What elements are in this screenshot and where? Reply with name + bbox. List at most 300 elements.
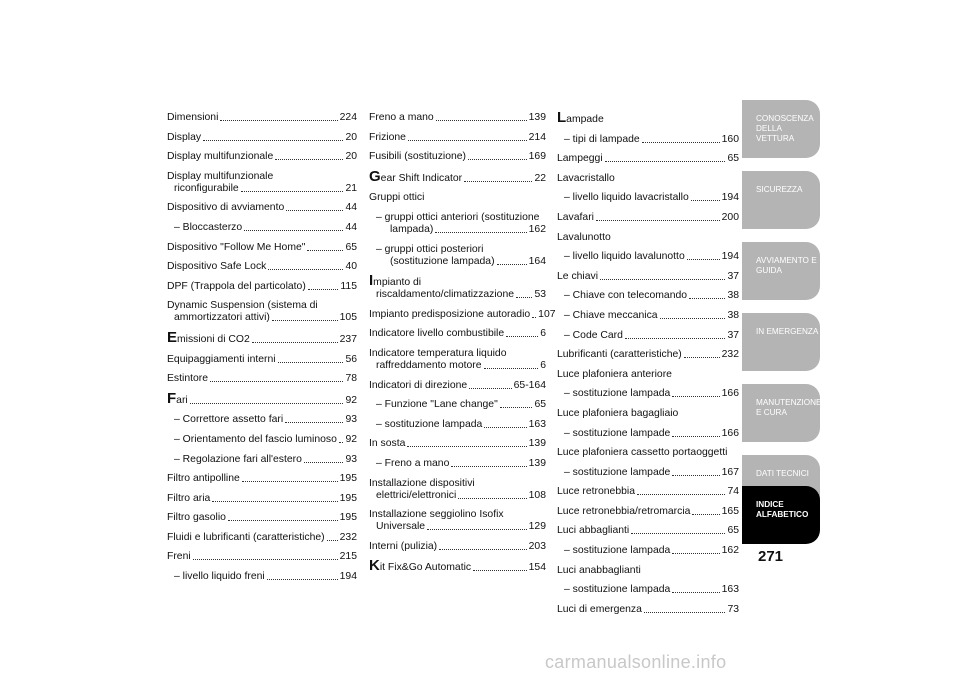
page-ref: 163 — [528, 418, 546, 430]
index-entry[interactable] — [369, 399, 546, 411]
index-entry[interactable] — [369, 348, 546, 372]
index-entry[interactable] — [557, 212, 739, 224]
page-ref: 169 — [528, 151, 546, 163]
dot-leader — [212, 501, 337, 502]
dot-leader — [242, 481, 338, 482]
index-entry-title: Dimensioni — [167, 112, 219, 123]
index-entry[interactable] — [167, 132, 357, 144]
tab-label: AVVIAMENTO E GUIDA — [756, 256, 817, 275]
tab-indice-alfabetico[interactable] — [742, 486, 820, 544]
page-ref: 44 — [345, 221, 357, 233]
dot-leader — [408, 140, 527, 141]
dot-leader — [684, 357, 720, 358]
page-ref: 65 — [345, 241, 357, 253]
index-entry-title: – livello liquido lavacristallo — [564, 192, 689, 204]
page-ref: 6 — [540, 328, 546, 340]
index-entry-title: – livello liquido freni — [174, 571, 265, 583]
index-entry-title: Installazione seggiolino Isofix — [369, 509, 504, 521]
dot-leader — [278, 362, 344, 363]
index-entry-title: – gruppi ottici posteriori — [376, 243, 484, 255]
tab-manutenzione-e-cura[interactable] — [742, 384, 820, 442]
dot-leader — [252, 342, 338, 343]
dot-leader — [484, 368, 539, 369]
tab-label: DATI TECNICI — [756, 469, 809, 478]
index-entry[interactable] — [369, 151, 546, 163]
index-entry-title-cont: elettrici/elettronici — [376, 489, 457, 501]
dot-leader — [436, 120, 527, 121]
tab-label: SICUREZZA — [756, 185, 803, 194]
dot-leader — [672, 396, 719, 397]
index-entry[interactable] — [369, 541, 546, 553]
index-entry-continuation — [369, 256, 546, 268]
index-entry-title: Luce plafoniera bagagliaio — [557, 407, 679, 419]
index-entry-title: Estintore — [167, 373, 209, 385]
page-ref: 194 — [721, 192, 739, 204]
dot-leader — [497, 264, 527, 265]
dot-leader — [672, 553, 719, 554]
index-entry-title: Display — [167, 131, 202, 143]
page-ref: 108 — [528, 489, 546, 501]
index-entry-title: Luce plafoniera cassetto portaoggetti — [557, 447, 728, 459]
index-entry[interactable] — [369, 458, 546, 470]
page-ref: 115 — [340, 280, 357, 292]
index-entry-continuation — [369, 490, 546, 502]
index-entry-title: Filtro aria — [167, 492, 211, 504]
index-entry[interactable] — [557, 271, 739, 283]
index-entry-title-cont: raffreddamento motore — [376, 359, 482, 371]
index-entry-title: Display multifunzionale — [167, 170, 274, 182]
dot-leader — [689, 298, 725, 299]
index-entry-continuation — [369, 360, 546, 372]
page-ref: 20 — [345, 131, 357, 143]
initial-letter: F — [167, 389, 177, 407]
index-entry[interactable] — [557, 330, 739, 342]
page-ref: 164 — [528, 255, 546, 267]
page-ref: 194 — [721, 251, 739, 263]
dot-leader — [308, 289, 339, 290]
index-entry[interactable] — [369, 380, 546, 392]
index-entry-continuation — [167, 183, 357, 195]
index-entry[interactable] — [167, 473, 357, 485]
index-column-3 — [557, 109, 739, 623]
page-ref: 53 — [534, 289, 546, 301]
index-entry-title: Installazione dispositivi — [369, 477, 475, 489]
index-entry-title: Lampade — [557, 109, 604, 126]
tab-in-emergenza[interactable] — [742, 313, 820, 371]
index-entry-title: Impianto di — [369, 272, 422, 290]
index-entry-title: Lampeggi — [557, 153, 603, 165]
dot-leader — [600, 279, 725, 280]
index-entry[interactable] — [557, 251, 739, 263]
index-entry[interactable] — [557, 134, 739, 146]
index-entry-title: – sostituzione lampade — [564, 466, 671, 478]
index-entry-title-cont: Universale — [376, 521, 426, 533]
page-ref: 65 — [727, 525, 739, 537]
dot-leader — [468, 159, 527, 160]
dot-leader — [637, 494, 725, 495]
page-ref: 73 — [727, 603, 739, 615]
dot-leader — [660, 318, 726, 319]
section-tabs — [742, 100, 820, 545]
dot-leader — [244, 230, 343, 231]
page-ref: 44 — [345, 202, 357, 214]
page-ref: 139 — [528, 112, 546, 123]
index-entry[interactable] — [167, 261, 357, 273]
index-entry-title-cont: riscaldamento/climatizzazione — [376, 289, 515, 301]
page-ref: 194 — [339, 571, 357, 583]
dot-leader — [506, 336, 538, 337]
page-ref: 167 — [721, 466, 739, 478]
tab-label: CONOSCENZA DELLA VETTURA — [756, 114, 814, 143]
index-entry-title: Gruppi ottici — [369, 192, 425, 204]
index-entry-title: Le chiavi — [557, 270, 599, 282]
index-entry-title: Emissioni di CO2 — [167, 328, 250, 346]
page-ref: 129 — [528, 521, 546, 533]
index-entry-title: – sostituzione lampada — [564, 388, 671, 400]
index-entry[interactable] — [167, 434, 357, 446]
index-entry-title: Lavafari — [557, 211, 594, 223]
page-ref: 22 — [534, 172, 546, 184]
page-ref: 162 — [528, 223, 546, 235]
index-entry-title: Indicatore livello combustibile — [369, 328, 505, 340]
index-entry-title: Equipaggiamenti interni — [167, 353, 276, 365]
index-entry[interactable] — [557, 584, 739, 596]
index-entry[interactable] — [167, 414, 357, 426]
dot-leader — [458, 498, 526, 499]
page-ref: 65-164 — [513, 379, 546, 391]
dot-leader — [190, 403, 344, 404]
index-entry[interactable] — [557, 525, 739, 537]
page-ref: 166 — [721, 427, 739, 439]
page-ref: 20 — [345, 151, 357, 163]
index-entry[interactable] — [167, 571, 357, 583]
initial-letter: G — [369, 167, 381, 185]
page-ref: 38 — [727, 290, 739, 302]
index-entry-title: Filtro antipolline — [167, 473, 240, 485]
index-entry[interactable] — [167, 151, 357, 163]
page-ref: 195 — [339, 512, 357, 524]
index-entry[interactable] — [167, 532, 357, 544]
index-entry-title: Interni (pulizia) — [369, 540, 438, 552]
dot-leader — [625, 338, 726, 339]
dot-leader — [193, 559, 338, 560]
index-entry-title: Impianto predisposizione autoradio — [369, 308, 531, 320]
page-ref: 105 — [339, 312, 357, 324]
dot-leader — [327, 540, 338, 541]
dot-leader — [500, 407, 533, 408]
index-entry-title: – livello liquido lavalunotto — [564, 251, 685, 263]
index-entry-title: Luce retronebbia — [557, 486, 635, 498]
index-entry-continuation — [167, 312, 357, 324]
dot-leader — [473, 570, 527, 571]
dot-leader — [516, 297, 532, 298]
initial-letter: L — [557, 109, 567, 126]
index-entry-title: Lavacristallo — [557, 172, 615, 184]
dot-leader — [339, 442, 344, 443]
dot-leader — [692, 514, 719, 515]
index-entry-title: In sosta — [369, 438, 406, 450]
index-entry[interactable] — [369, 132, 546, 144]
index-entry-title: Dispositivo di avviamento — [167, 202, 285, 214]
index-entry[interactable] — [167, 171, 357, 195]
page-ref: 56 — [345, 353, 357, 365]
page-ref: 224 — [339, 112, 357, 123]
tab-sicurezza[interactable] — [742, 171, 820, 229]
index-entry-title: – tipi di lampade — [564, 133, 640, 145]
page-ref: 21 — [345, 182, 357, 194]
index-entry[interactable] — [369, 419, 546, 431]
index-entry[interactable] — [167, 454, 357, 466]
page-ref: 40 — [345, 261, 357, 273]
tab-label: IN EMERGENZA — [756, 327, 819, 336]
page-ref: 93 — [345, 414, 357, 426]
dot-leader — [532, 317, 536, 318]
page-ref: 195 — [339, 473, 357, 485]
index-entry[interactable] — [557, 153, 739, 165]
index-entry[interactable] — [369, 308, 556, 321]
dot-leader — [642, 142, 720, 143]
index-entry-title: Luci di emergenza — [557, 603, 642, 615]
page-ref: 37 — [727, 329, 739, 341]
index-entry-title: Fluidi e lubrificanti (caratteristiche) — [167, 531, 325, 543]
index-heading — [557, 369, 739, 381]
initial-letter: I — [369, 272, 374, 290]
index-entry-title: – Orientamento del fascio luminoso — [174, 433, 337, 445]
tab-avviamento-e-guida[interactable] — [742, 242, 820, 300]
page-ref: 232 — [339, 531, 357, 543]
index-entry-title: – Code Card — [564, 329, 623, 341]
page-ref: 6 — [540, 359, 546, 371]
page-ref: 37 — [727, 270, 739, 282]
index-entry[interactable] — [557, 349, 739, 361]
page-ref: 38 — [727, 309, 739, 321]
index-entry-title: Dispositivo Safe Lock — [167, 261, 267, 273]
index-heading — [369, 192, 546, 204]
index-entry-title: Dynamic Suspension (sistema di — [167, 300, 318, 312]
index-entry[interactable] — [167, 389, 357, 407]
page-ref: 139 — [528, 438, 546, 450]
dot-leader — [644, 612, 726, 613]
index-entry-title: Indicatore temperatura liquido — [369, 347, 507, 359]
page-ref: 162 — [721, 545, 739, 557]
index-entry-title-cont: riconfigurabile — [174, 182, 239, 194]
dot-leader — [268, 269, 343, 270]
initial-letter: E — [167, 328, 178, 346]
dot-leader — [672, 436, 719, 437]
index-entry[interactable] — [557, 545, 739, 557]
index-entry-title: – Funzione "Lane change" — [376, 399, 498, 411]
index-entry[interactable] — [369, 212, 546, 236]
index-entry[interactable] — [557, 192, 739, 204]
page-ref: 65 — [534, 399, 546, 411]
index-entry[interactable] — [557, 467, 739, 479]
index-entry[interactable] — [369, 112, 546, 124]
index-entry-title: – sostituzione lampada — [376, 418, 483, 430]
page-ref: 214 — [528, 131, 546, 143]
index-entry-title: Dispositivo "Follow Me Home" — [167, 241, 306, 253]
index-entry[interactable] — [369, 478, 546, 502]
index-entry-title: Luci anabbaglianti — [557, 564, 641, 576]
index-entry-title: – Bloccasterzo — [174, 221, 243, 233]
index-entry[interactable] — [369, 272, 546, 301]
page-ref: 195 — [339, 492, 357, 504]
index-entry-title: Kit Fix&Go Automatic — [369, 557, 472, 575]
dot-leader — [286, 210, 343, 211]
index-entry[interactable] — [369, 167, 546, 185]
index-heading — [557, 173, 739, 185]
dot-leader — [228, 520, 338, 521]
dot-leader — [427, 529, 527, 530]
dot-leader — [435, 232, 526, 233]
index-entry[interactable] — [167, 512, 357, 524]
index-entry-title: Gear Shift Indicator — [369, 167, 463, 185]
dot-leader — [285, 422, 343, 423]
initial-letter: K — [369, 557, 380, 575]
page-ref: 165 — [721, 505, 739, 517]
index-entry[interactable] — [557, 506, 739, 518]
index-entry-title: – sostituzione lampada — [564, 584, 671, 596]
index-entry[interactable] — [557, 388, 739, 400]
index-entry-title: Lavalunotto — [557, 231, 611, 243]
index-entry[interactable] — [167, 373, 357, 385]
index-heading — [557, 408, 739, 420]
page-ref: 107 — [538, 308, 556, 320]
index-entry-title: – sostituzione lampade — [564, 427, 671, 439]
dot-leader — [484, 427, 526, 428]
index-entry[interactable] — [167, 112, 357, 124]
dot-leader — [272, 320, 338, 321]
dot-leader — [672, 475, 719, 476]
index-entry-title: Frizione — [369, 131, 406, 143]
index-entry[interactable] — [167, 328, 357, 346]
dot-leader — [210, 381, 343, 382]
watermark: carmanualsonline.info — [545, 652, 727, 672]
page-ref: 92 — [345, 394, 357, 406]
page-ref: 74 — [727, 486, 739, 498]
dot-leader — [307, 250, 343, 251]
index-entry[interactable] — [167, 222, 357, 234]
page-ref: 237 — [339, 333, 357, 345]
index-entry[interactable] — [557, 428, 739, 440]
index-entry[interactable] — [369, 509, 546, 533]
page-ref: 232 — [721, 349, 739, 361]
index-entry-continuation — [369, 289, 546, 301]
index-entry-title-cont: (sostituzione lampada) — [390, 255, 495, 267]
index-column-2 — [369, 112, 556, 582]
dot-leader — [631, 533, 725, 534]
dot-leader — [596, 220, 720, 221]
index-entry[interactable] — [369, 244, 546, 268]
dot-leader — [275, 159, 343, 160]
index-entry-title: Freno a mano — [369, 112, 434, 123]
index-entry-title-cont: lampada) — [390, 223, 434, 235]
index-entry-title: – Chiave meccanica — [564, 309, 658, 321]
index-entry-title: Indicatori di direzione — [369, 379, 468, 391]
dot-leader — [220, 120, 337, 121]
index-entry-title: – gruppi ottici anteriori (sostituzione — [376, 211, 540, 223]
dot-leader — [469, 388, 511, 389]
index-entry-title: DPF (Trappola del particolato) — [167, 280, 306, 292]
index-entry-title: – sostituzione lampada — [564, 545, 671, 557]
page-ref: 163 — [721, 584, 739, 596]
index-entry[interactable] — [167, 281, 357, 293]
dot-leader — [672, 592, 719, 593]
index-entry[interactable] — [369, 328, 546, 340]
index-heading — [557, 565, 739, 577]
index-heading — [557, 232, 739, 244]
index-entry[interactable] — [369, 438, 546, 450]
dot-leader — [605, 161, 726, 162]
index-entry-title: Lubrificanti (caratteristiche) — [557, 349, 682, 361]
page-ref: 200 — [721, 211, 739, 223]
index-entry-title: Luce plafoniera anteriore — [557, 368, 672, 380]
index-entry[interactable] — [167, 300, 357, 324]
index-entry-continuation — [369, 521, 546, 533]
dot-leader — [691, 200, 720, 201]
dot-leader — [451, 466, 526, 467]
index-entry-title: Luce retronebbia/retromarcia — [557, 505, 691, 517]
index-entry[interactable] — [557, 604, 739, 616]
index-entry-title: – Freno a mano — [376, 457, 450, 469]
index-entry-title: Fari — [167, 389, 188, 407]
index-entry[interactable] — [167, 493, 357, 505]
dot-leader — [464, 181, 532, 182]
index-entry-title-cont: ammortizzatori attivi) — [174, 312, 270, 324]
index-entry[interactable] — [369, 557, 546, 575]
tab-label: INDICE ALFABETICO — [756, 500, 809, 519]
index-entry[interactable] — [167, 242, 357, 254]
index-entry-continuation — [369, 224, 546, 236]
dot-leader — [267, 579, 338, 580]
page-ref: 203 — [528, 540, 546, 552]
index-entry[interactable] — [557, 310, 739, 322]
dot-leader — [407, 446, 526, 447]
tab-conoscenza-della-vettura[interactable] — [742, 100, 820, 158]
page-ref: 78 — [345, 373, 357, 385]
page-ref: 93 — [345, 453, 357, 465]
index-entry-title: Fusibili (sostituzione) — [369, 151, 467, 163]
page-ref: 215 — [339, 551, 357, 563]
dot-leader — [304, 462, 344, 463]
page-ref: 166 — [721, 388, 739, 400]
dot-leader — [241, 191, 344, 192]
page-ref: 154 — [528, 562, 546, 574]
page-ref: 139 — [528, 457, 546, 469]
dot-leader — [687, 259, 720, 260]
index-entry-title: Freni — [167, 551, 191, 563]
page-number: 271 — [758, 548, 784, 565]
index-entry[interactable] — [557, 486, 739, 498]
index-entry[interactable] — [167, 202, 357, 214]
dot-leader — [439, 549, 527, 550]
index-heading — [557, 447, 739, 459]
index-entry-title: Filtro gasolio — [167, 512, 226, 524]
page-ref: 92 — [345, 433, 357, 445]
page-ref: 65 — [727, 153, 739, 165]
index-entry-title: – Regolazione fari all'estero — [174, 453, 302, 465]
index-entry-title: – Correttore assetto fari — [174, 414, 284, 426]
page-ref: 160 — [721, 133, 739, 145]
index-heading — [557, 109, 739, 126]
index-entry-title: Display multifunzionale — [167, 151, 274, 163]
index-entry[interactable] — [167, 551, 357, 563]
index-entry-title: – Chiave con telecomando — [564, 290, 688, 302]
tab-label: MANUTENZIONE E CURA — [756, 398, 822, 417]
dot-leader — [203, 140, 343, 141]
index-entry[interactable] — [557, 290, 739, 302]
index-entry[interactable] — [167, 354, 357, 366]
index-entry-title: Luci abbaglianti — [557, 525, 630, 537]
